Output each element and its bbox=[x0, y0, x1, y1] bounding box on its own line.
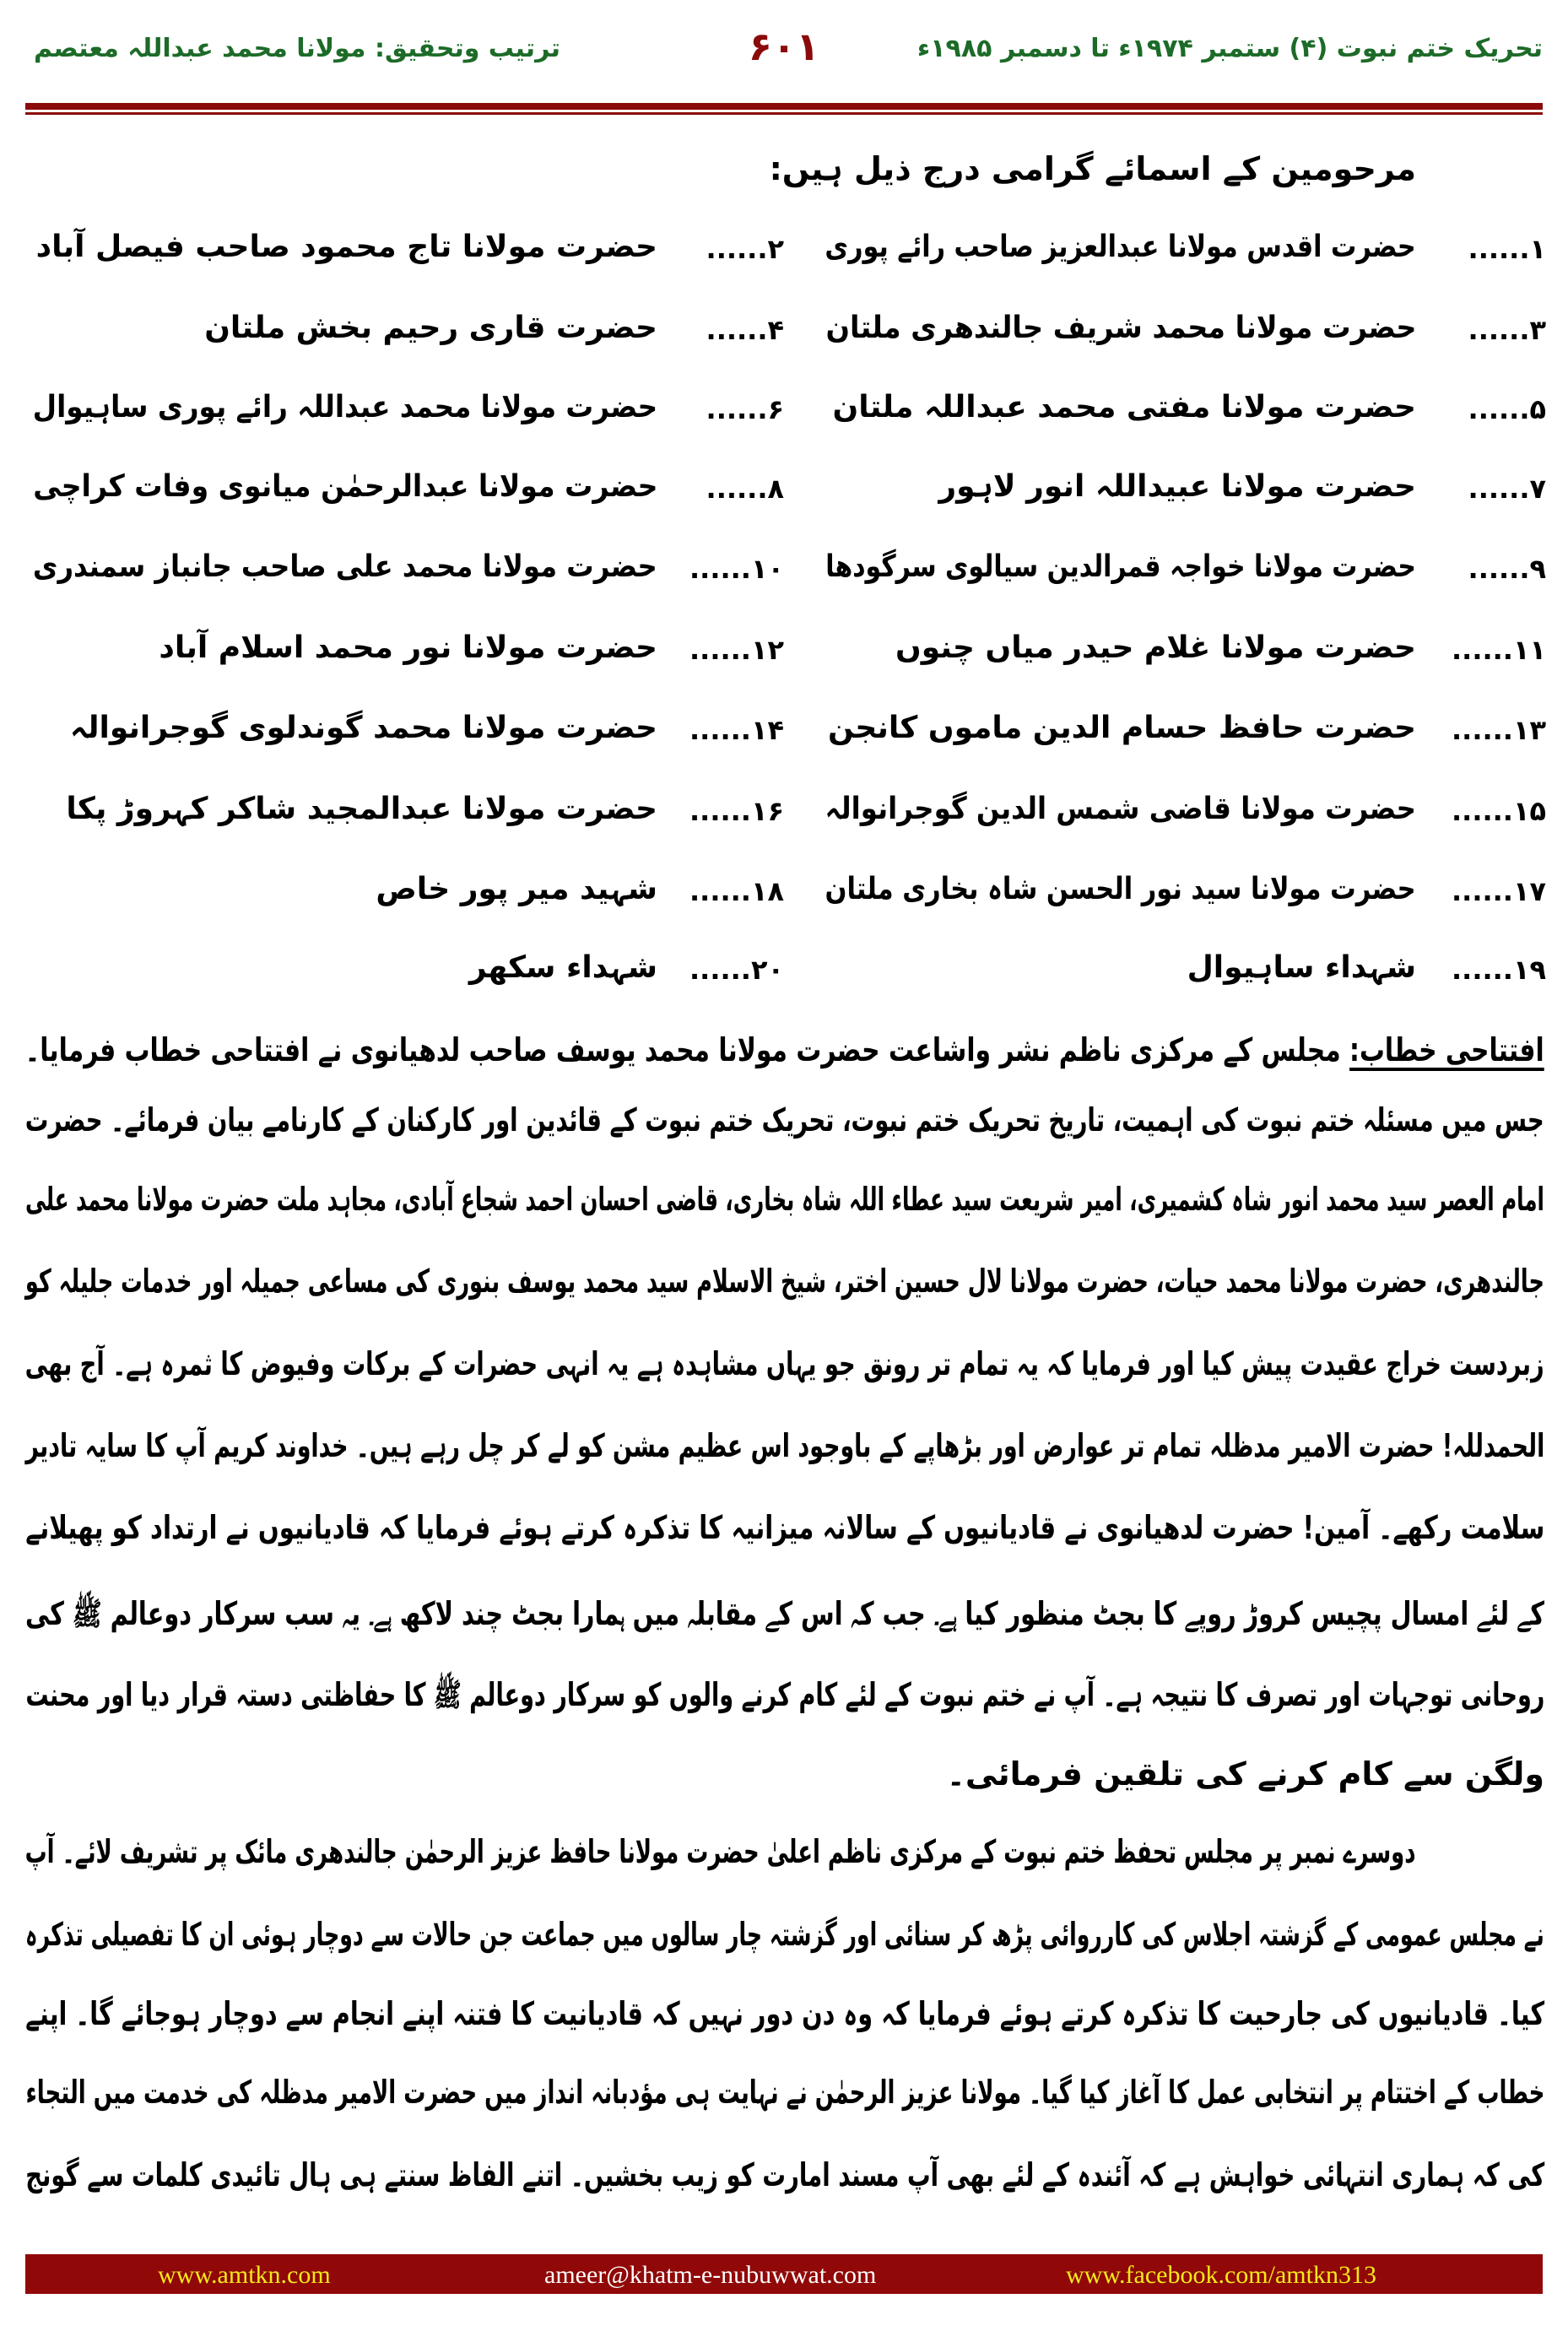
facebook-link[interactable]: www.facebook.com/amtkn313 bbox=[1066, 2261, 1376, 2289]
paragraph-line: جالندھری، حضرت مولانا محمد حیات، حضرت مولانا لال حسین اختر، شیخ الاسلام سید محمد یوسف بنوری کی مساعی جمیلہ اور خدمات جلیلہ کو bbox=[24, 1263, 1544, 1300]
list-number: ۱۲...... bbox=[689, 634, 784, 666]
list-number: ۹...... bbox=[1468, 553, 1546, 585]
list-number: ۴...... bbox=[706, 314, 784, 346]
paragraph-line: امام العصر سید محمد انور شاہ کشمیری، امیر شریعت سید عطاء اللہ شاہ بخاری، قاضی احسان احمد شجاع آبادی، مجاہد ملت حضرت مولانا محمد علی bbox=[25, 1181, 1544, 1218]
paragraph-line: خطاب کے اختتام پر انتخابی عمل کا آغاز کیا گیا۔ مولانا عزیز الرحمٰن نے نہایت ہی مؤدبانہ انداز میں حضرت الامیر مدظلہ کی خدمت میں التجاء bbox=[24, 2074, 1544, 2111]
list-item-name: حضرت مولانا محمد گوندلوی گوجرانوالہ bbox=[69, 711, 657, 745]
list-item-name: حضرت مولانا خواجہ قمرالدین سیالوی سرگودھا bbox=[825, 549, 1416, 584]
list-number: ۱۳...... bbox=[1452, 714, 1546, 746]
list-number: ۱...... bbox=[1468, 233, 1546, 265]
list-intro: مرحومین کے اسمائے گرامی درج ذیل ہیں: bbox=[769, 150, 1416, 187]
list-number: ۸...... bbox=[706, 473, 784, 505]
header-rule-thick bbox=[25, 103, 1543, 110]
paragraph-line: کے لئے امسال پچیس کروڑ روپے کا بجٹ منظور کیا ہے۔ جب کہ اس کے مقابلہ میں ہمارا بجٹ چند لاکھ ہے۔ یہ سب سرکار دوعالم ﷺ کی bbox=[25, 1595, 1544, 1632]
paragraph-line: روحانی توجہات اور تصرف کا نتیجہ ہے۔ آپ نے ختم نبوت کے لئے کام کرنے والوں کو سرکار دوعالم ﷺ کا حفاظتی دستہ قرار دیا اور محنت bbox=[25, 1676, 1544, 1713]
paragraph-line: سلامت رکھے۔ آمین! حضرت لدھیانوی نے قادیانیوں کے سالانہ میزانیہ کا تذکرہ کرتے ہوئے فرمایا کہ قادیانیوں نے ارتداد کو پھیلانے bbox=[24, 1509, 1544, 1546]
line-text: مجلس کے مرکزی ناظم نشر واشاعت حضرت مولانا محمد یوسف صاحب لدھیانوی نے افتتاحی خطاب فرمایا۔ bbox=[25, 1031, 1350, 1068]
paragraph-line: نے مجلس عمومی کے گزشتہ اجلاس کی کارروائی پڑھ کر سنائی اور گزشتہ چار سالوں میں جماعت جن حالات سے دوچار ہوئی ان کا تفصیلی تذکرہ bbox=[25, 1916, 1544, 1953]
paragraph-line: کیا۔ قادیانیوں کی جارحیت کا تذکرہ کرتے ہوئے فرمایا کہ وہ دن دور نہیں کہ قادیانیت کا فتنہ اپنے انجام سے دوچار ہوجائے گا۔ اپنے bbox=[25, 1995, 1544, 2032]
header-rule-thin bbox=[25, 112, 1543, 115]
paragraph-line: ولگن سے کام کرنے کی تلقین فرمائی۔ bbox=[946, 1755, 1544, 1793]
list-item-name: شہید میر پور خاص bbox=[376, 872, 657, 906]
list-number: ۱۱...... bbox=[1452, 634, 1546, 666]
list-number: ۱۹...... bbox=[1452, 954, 1546, 986]
website-link[interactable]: www.amtkn.com bbox=[158, 2261, 331, 2289]
list-number: ۱۵...... bbox=[1452, 795, 1546, 827]
list-item-name: حضرت مولانا عبدالمجید شاکر کہروڑ پکا bbox=[66, 792, 657, 826]
list-number: ۳...... bbox=[1468, 314, 1546, 346]
list-number: ۱۶...... bbox=[689, 795, 784, 827]
list-number: ۲۰...... bbox=[689, 954, 784, 986]
list-item-name: حضرت مولانا مفتی محمد عبداللہ ملتان bbox=[832, 390, 1416, 425]
list-item-name: حضرت مولانا غلام حیدر میاں چنوں bbox=[895, 630, 1416, 665]
page-number: ۶۰۱ bbox=[748, 24, 820, 69]
list-item-name: حضرت مولانا محمد علی صاحب جانباز سمندری bbox=[33, 549, 657, 584]
email-link[interactable]: ameer@khatm-e-nubuwwat.com bbox=[544, 2261, 877, 2289]
paragraph-line: جس میں مسئلہ ختم نبوت کی اہمیت، تاریخ تحریک ختم نبوت، تحریک ختم نبوت کے قائدین اور کارکنان کے کارنامے بیان فرمائے۔ حضرت bbox=[25, 1101, 1544, 1139]
list-item-name: شہداء ساہیوال bbox=[1187, 950, 1416, 985]
list-item-name: حضرت مولانا محمد شریف جالندھری ملتان bbox=[825, 311, 1416, 345]
list-item-name: حضرت مولانا نور محمد اسلام آباد bbox=[159, 630, 657, 665]
list-number: ۱۴...... bbox=[689, 714, 784, 746]
list-number: ۶...... bbox=[706, 393, 784, 425]
paragraph-line bbox=[25, 1031, 1544, 1068]
editor-credit: ترتیب وتحقیق: مولانا محمد عبداللہ معتصم bbox=[34, 34, 560, 63]
paragraph-line: دوسرے نمبر پر مجلس تحفظ ختم نبوت کے مرکزی ناظم اعلیٰ حضرت مولانا حافظ عزیز الرحمٰن جالندھری مائک پر تشریف لائے۔ آپ bbox=[25, 1833, 1416, 1870]
list-item-name: حضرت حافظ حسام الدین ماموں کانجن bbox=[828, 711, 1416, 745]
list-item-name: حضرت مولانا عبیداللہ انور لاہور bbox=[938, 469, 1416, 504]
list-item-name: حضرت اقدس مولانا عبدالعزیز صاحب رائے پوری bbox=[825, 230, 1416, 264]
list-number: ۱۰...... bbox=[689, 553, 784, 585]
list-item-name: حضرت مولانا تاج محمود صاحب فیصل آباد bbox=[35, 230, 657, 264]
list-item-name: حضرت مولانا سید نور الحسن شاہ بخاری ملتان bbox=[825, 872, 1416, 906]
paragraph-line: کی کہ ہماری انتہائی خواہش ہے کہ آئندہ کے لئے بھی آپ مسند امارت کو زیب بخشیں۔ اتنے الفاظ سنتے ہی ہال تائیدی کلمات سے گونج bbox=[24, 2156, 1544, 2193]
section-heading: افتتاحی خطاب: bbox=[1349, 1031, 1544, 1068]
list-item-name: شہداء سکھر bbox=[468, 950, 657, 985]
paragraph-line: زبردست خراج عقیدت پیش کیا اور فرمایا کہ یہ تمام تر رونق جو یہاں مشاہدہ ہے یہ انہی حضرات کے برکات وفیوض کا ثمرہ ہے۔ آج بھی bbox=[24, 1345, 1544, 1382]
book-title: تحریک ختم نبوت (۴) ستمبر ۱۹۷۴ء تا دسمبر ۱۹۸۵ء bbox=[916, 34, 1543, 63]
list-number: ۲...... bbox=[706, 233, 784, 265]
list-number: ۷...... bbox=[1468, 473, 1546, 505]
list-number: ۱۷...... bbox=[1452, 875, 1546, 907]
list-item-name: حضرت قاری رحیم بخش ملتان bbox=[204, 311, 657, 345]
list-item-name: حضرت مولانا محمد عبداللہ رائے پوری ساہیوال bbox=[32, 390, 657, 425]
paragraph-line: الحمدللہ! حضرت الامیر مدظلہ تمام تر عوارض اور بڑھاپے کے باوجود اس عظیم مشن کو لے کر چل رہے ہیں۔ خداوند کریم آپ کا سایہ تادیر bbox=[25, 1427, 1544, 1464]
list-item-name: حضرت مولانا قاضی شمس الدین گوجرانوالہ bbox=[825, 792, 1416, 826]
list-item-name: حضرت مولانا عبدالرحمٰن میانوی وفات کراچی bbox=[32, 469, 657, 504]
list-number: ۵...... bbox=[1468, 393, 1546, 425]
footer-bar bbox=[25, 2254, 1543, 2294]
list-number: ۱۸...... bbox=[689, 875, 784, 907]
